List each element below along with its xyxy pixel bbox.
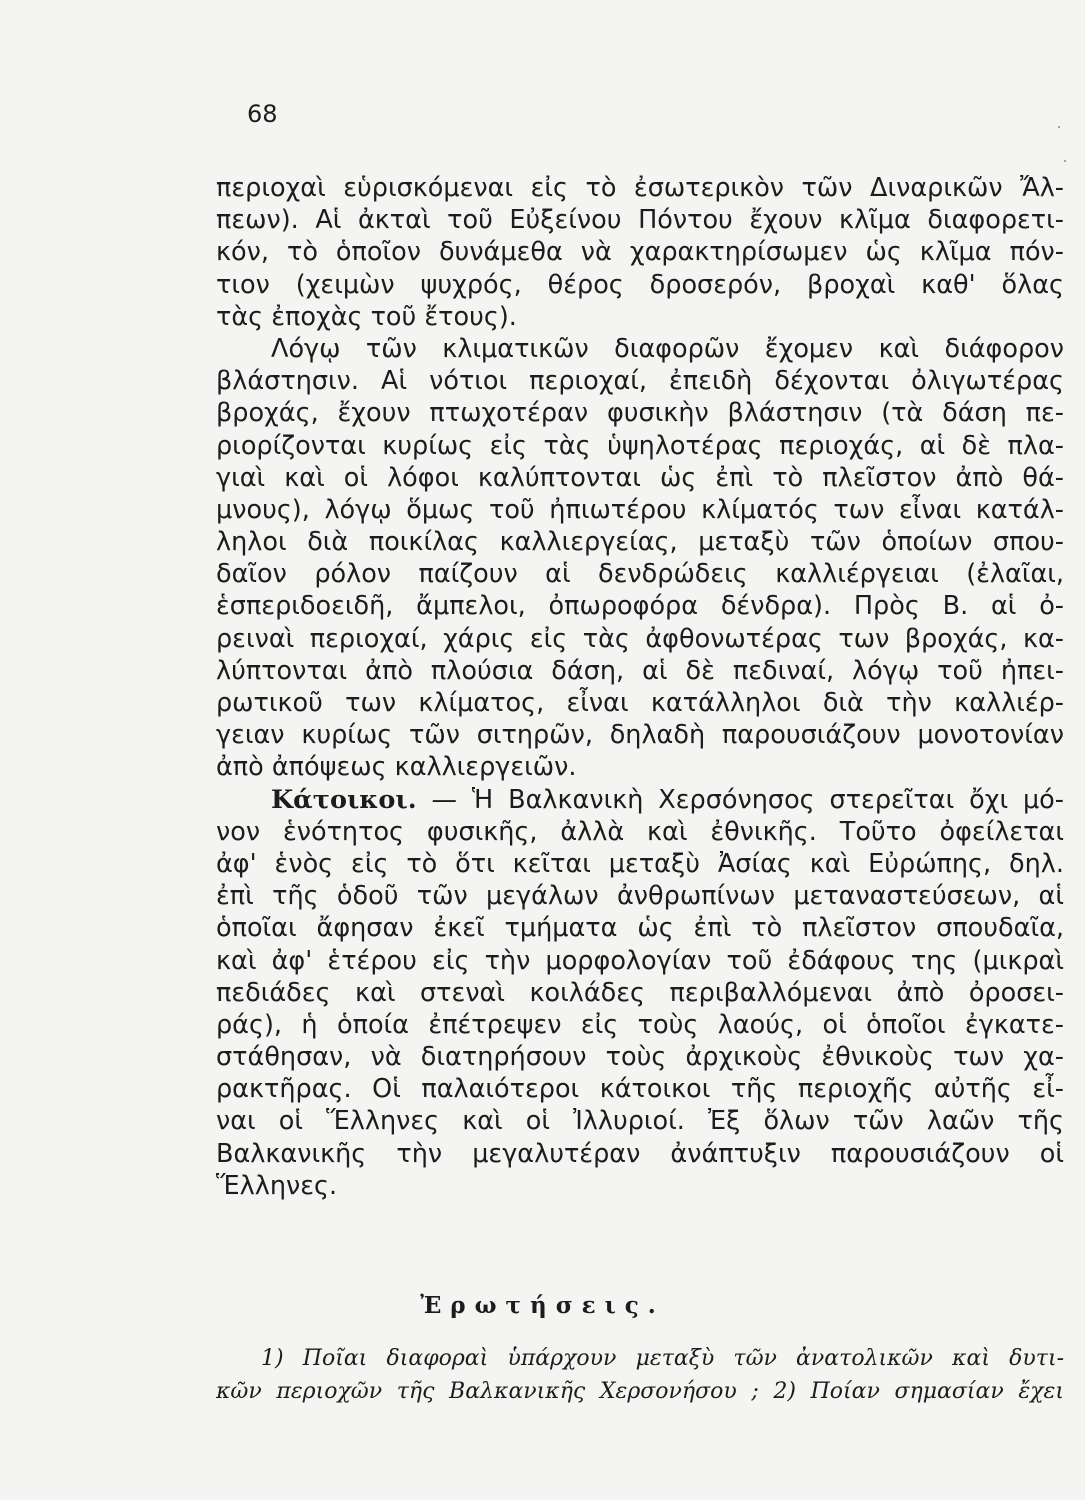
paper-speck xyxy=(1064,160,1066,162)
text-line: καὶ ἀφ' ἑτέρου εἰς τὴν μορφολογίαν τοῦ ἐδάφους της (μικραὶ xyxy=(216,945,1064,976)
text-fragment: — Ἡ Βαλκανικὴ Χερσόνησος στερεῖται ὄχι μό- xyxy=(416,784,1064,815)
text-line: ρειναὶ περιοχαί, χάρις εἰς τὰς ἀφθονωτέρας των βροχάς, κα- xyxy=(216,623,1064,654)
body-text xyxy=(216,172,1064,1202)
text-line: Λόγῳ τῶν κλιματικῶν διαφορῶν ἔχομεν καὶ διάφορον xyxy=(271,333,1064,364)
text-line: πεων). Αἱ ἀκταὶ τοῦ Εὐξείνου Πόντου ἔχουν κλῖμα διαφορετι- xyxy=(216,205,1064,236)
questions-title: Ἐρωτήσεις. xyxy=(420,1292,665,1319)
text-line: στάθησαν, νὰ διατηρήσουν τοὺς ἀρχικοὺς ἐθνικοὺς των χα- xyxy=(216,1042,1064,1073)
question-line: κῶν περιοχῶν τῆς Βαλκανικῆς Χερσονήσου ; 2) Ποίαν σημασίαν ἔχει xyxy=(216,1379,1064,1404)
text-line: τὰς ἐποχὰς τοῦ ἔτους). xyxy=(216,301,517,332)
text-line: ἐπὶ τῆς ὁδοῦ τῶν μεγάλων ἀνθρωπίνων μεταναστεύσεων, αἱ xyxy=(216,881,1064,912)
text-line: ρακτῆρας. Οἱ παλαιότεροι κάτοικοι τῆς περιοχῆς αὐτῆς εἶ- xyxy=(216,1074,1064,1105)
text-line: ἀφ' ἑνὸς εἰς τὸ ὅτι κεῖται μεταξὺ Ἀσίας καὶ Εὐρώπης, δηλ. xyxy=(216,848,1064,879)
page-number: 68 xyxy=(247,100,278,128)
text-line: Βαλκανικῆς τὴν μεγαλυτέραν ἀνάπτυξιν παρουσιάζουν οἱ xyxy=(216,1138,1064,1169)
text-line: ριορίζονται κυρίως εἰς τὰς ὑψηλοτέρας περιοχάς, αἱ δὲ πλα- xyxy=(216,430,1064,461)
text-line: ναι οἱ Ἕλληνες καὶ οἱ Ἰλλυριοί. Ἐξ ὅλων τῶν λαῶν τῆς xyxy=(216,1106,1064,1137)
katoikoi-paragraph-start xyxy=(216,784,1064,816)
paper-speck xyxy=(1058,126,1060,128)
text-line: Ἕλληνες. xyxy=(216,1170,338,1201)
text-line: γιαὶ καὶ οἱ λόφοι καλύπτονται ὡς ἐπὶ τὸ πλεῖστον ἀπὸ θά- xyxy=(216,462,1064,493)
text-line: ὁποῖαι ἄφησαν ἐκεῖ τμήματα ὡς ἐπὶ τὸ πλεῖστον σπουδαῖα, xyxy=(216,913,1064,944)
text-line: ληλοι διὰ ποικίλας καλλιεργείας, μεταξὺ τῶν ὁποίων σπου- xyxy=(216,527,1064,558)
text-line: δαῖον ρόλον παίζουν αἱ δενδρώδεις καλλιέργειαι (ἐλαῖαι, xyxy=(216,559,1064,590)
text-line: κόν, τὸ ὁποῖον δυνάμεθα νὰ χαρακτηρίσωμεν ὡς κλῖμα πόν- xyxy=(216,237,1064,268)
text-line: πεδιάδες καὶ στεναὶ κοιλάδες περιβαλλόμεναι ἀπὸ ὀροσει- xyxy=(216,977,1064,1008)
text-line: ἀπὸ ἀπόψεως καλλιεργειῶν. xyxy=(216,752,577,783)
questions-block xyxy=(216,1342,1064,1408)
text-line: νον ἑνότητος φυσικῆς, ἀλλὰ καὶ ἐθνικῆς. Τοῦτο ὀφείλεται xyxy=(216,816,1064,847)
text-line: ἑσπεριδοειδῆ, ἄμπελοι, ὀπωροφόρα δένδρα). Πρὸς Β. αἱ ὀ- xyxy=(216,591,1064,622)
text-line: περιοχαὶ εὑρισκόμεναι εἰς τὸ ἐσωτερικὸν τῶν Διναρικῶν Ἄλ- xyxy=(216,173,1064,203)
text-line: ρωτικοῦ των κλίματος, εἶναι κατάλληλοι διὰ τὴν καλλιέρ- xyxy=(216,688,1064,718)
text-line: ράς), ἡ ὁποία ἐπέτρεψεν εἰς τοὺς λαούς, οἱ ὁποῖοι ἐγκατε- xyxy=(216,1009,1064,1040)
text-line: μνους), λόγῳ ὅμως τοῦ ἠπιωτέρου κλίματός των εἶναι κατάλ- xyxy=(216,494,1064,525)
text-line: γειαν κυρίως τῶν σιτηρῶν, δηλαδὴ παρουσιάζουν μονοτονίαν xyxy=(216,720,1064,751)
question-line: 1) Ποῖαι διαφοραὶ ὑπάρχουν μεταξὺ τῶν ἀνατολικῶν καὶ δυτι- xyxy=(261,1346,1064,1371)
text-line: λύπτονται ἀπὸ πλούσια δάση, αἱ δὲ πεδιναί, λόγῳ τοῦ ἠπει- xyxy=(216,655,1064,686)
text-line: τιον (χειμὼν ψυχρός, θέρος δροσερόν, βροχαὶ καθ' ὅλας xyxy=(216,269,1064,300)
text-line: βλάστησιν. Αἱ νότιοι περιοχαί, ἐπειδὴ δέχονται ὀλιγωτέρας xyxy=(216,366,1064,397)
section-term: Κάτοικοι. xyxy=(271,784,417,815)
text-line: βροχάς, ἔχουν πτωχοτέραν φυσικὴν βλάστησιν (τὰ δάση πε- xyxy=(216,398,1064,429)
